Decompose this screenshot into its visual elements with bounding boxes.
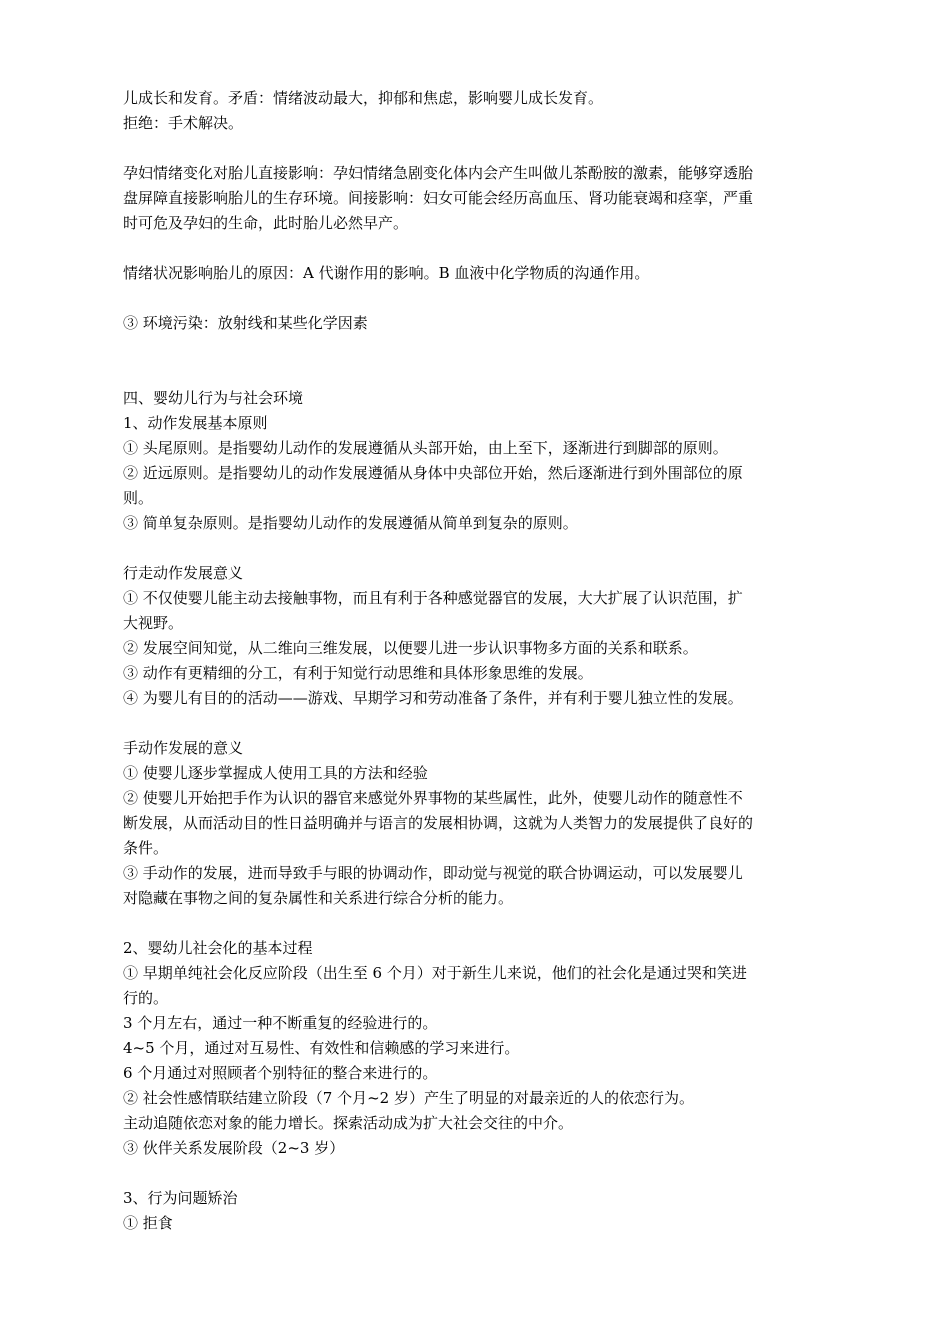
subsection-heading: 手动作发展的意义 (123, 739, 244, 757)
text-line: ③ 简单复杂原则。是指婴幼儿动作的发展遵循从简单到复杂的原则。 (123, 514, 578, 532)
text-line: ④ 为婴儿有目的的活动——游戏、早期学习和劳动准备了条件，并有利于婴儿独立性的发展。 (123, 689, 743, 707)
text-line: ② 近远原则。是指婴幼儿的动作发展遵循从身体中央部位开始，然后逐渐进行到外围部位的原 (123, 464, 743, 482)
text-line: 4~5 个月，通过对互易性、有效性和信赖感的学习来进行。 (123, 1039, 520, 1057)
paragraph-gap (123, 536, 843, 561)
section-heading: 四、婴幼儿行为与社会环境 (123, 389, 304, 407)
text-line: ① 头尾原则。是指婴幼儿动作的发展遵循从头部开始，由上至下，逐渐进行到脚部的原则。 (123, 439, 728, 457)
text-line: ① 拒食 (123, 1214, 173, 1232)
text-line: ③ 伙伴关系发展阶段（2~3 岁） (123, 1139, 345, 1157)
text-line: ① 早期单纯社会化反应阶段（出生至 6 个月）对于新生儿来说，他们的社会化是通过哭和笑进 (123, 964, 747, 982)
text-line: ② 使婴儿开始把手作为认识的器官来感觉外界事物的某些属性，此外，使婴儿动作的随意性不 (123, 789, 743, 807)
text-line: 儿成长和发育。矛盾：情绪波动最大，抑郁和焦虑，影响婴儿成长发育。 (123, 89, 604, 107)
paragraph-gap (123, 1161, 843, 1186)
text-line: ③ 动作有更精细的分工，有利于知觉行动思维和具体形象思维的发展。 (123, 664, 593, 682)
text-line: 主动追随依恋对象的能力增长。探索活动成为扩大社会交往的中介。 (123, 1114, 574, 1132)
section-gap (123, 336, 843, 386)
text-line: ② 发展空间知觉，从二维向三维发展，以便婴儿进一步认识事物多方面的关系和联系。 (123, 639, 698, 657)
text-line: ② 社会性感情联结建立阶段（7 个月~2 岁）产生了明显的对最亲近的人的依恋行为。 (123, 1089, 694, 1107)
text-line: 拒绝：手术解决。 (123, 114, 244, 132)
text-line: 对隐藏在事物之间的复杂属性和关系进行综合分析的能力。 (123, 889, 514, 907)
text-line: 3 个月左右，通过一种不断重复的经验进行的。 (123, 1014, 438, 1032)
text-line: 则。 (123, 489, 154, 507)
text-line: 情绪状况影响胎儿的原因：A 代谢作用的影响。B 血液中化学物质的沟通作用。 (123, 264, 650, 282)
text-line: ① 不仅使婴儿能主动去接触事物，而且有利于各种感觉器官的发展，大大扩展了认识范围，扩 (123, 589, 743, 607)
document-page (123, 86, 843, 1236)
paragraph-gap (123, 711, 843, 736)
text-line: 孕妇情绪变化对胎儿直接影响：孕妇情绪急剧变化体内会产生叫做儿茶酚胺的激素，能够穿透胎 (123, 164, 754, 182)
text-line: 条件。 (123, 839, 169, 857)
subsection-heading: 1、动作发展基本原则 (123, 414, 268, 432)
paragraph-gap (123, 136, 843, 161)
subsection-heading: 2、婴幼儿社会化的基本过程 (123, 939, 313, 957)
text-line: 大视野。 (123, 614, 184, 632)
text-line: ③ 环境污染：放射线和某些化学因素 (123, 314, 368, 332)
text-line: 盘屏障直接影响胎儿的生存环境。间接影响：妇女可能会经历高血压、肾功能衰竭和痉挛，严重 (123, 189, 754, 207)
paragraph-gap (123, 236, 843, 261)
subsection-heading: 3、行为问题矫治 (123, 1189, 238, 1207)
text-line: ① 使婴儿逐步掌握成人使用工具的方法和经验 (123, 764, 428, 782)
text-line: 断发展，从而活动目的性日益明确并与语言的发展相协调，这就为人类智力的发展提供了良好的 (123, 814, 754, 832)
text-line: 时可危及孕妇的生命，此时胎儿必然早产。 (123, 214, 409, 232)
paragraph-gap (123, 911, 843, 936)
text-line: 行的。 (123, 989, 169, 1007)
subsection-heading: 行走动作发展意义 (123, 564, 244, 582)
text-line: 6 个月通过对照顾者个别特征的整合来进行的。 (123, 1064, 438, 1082)
text-line: ③ 手动作的发展，进而导致手与眼的协调动作，即动觉与视觉的联合协调运动，可以发展婴儿 (123, 864, 743, 882)
paragraph-gap (123, 286, 843, 311)
